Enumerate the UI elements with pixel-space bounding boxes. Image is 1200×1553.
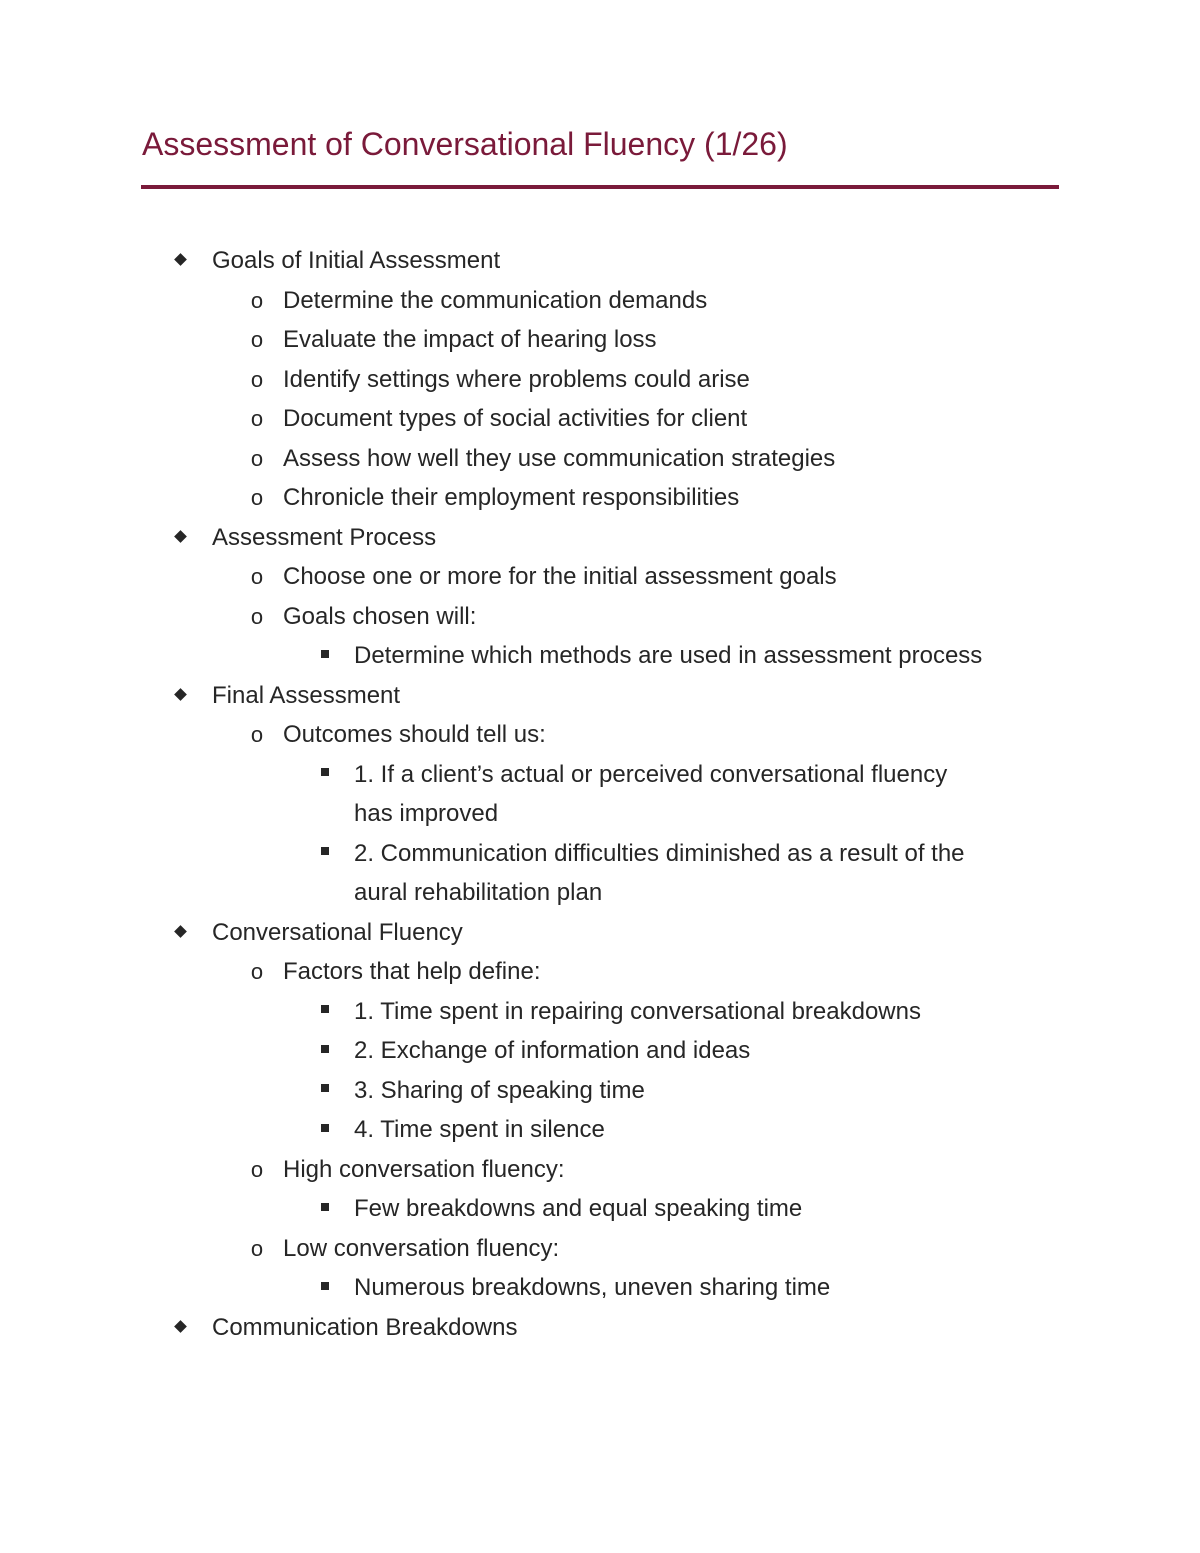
outline-item-level-2 (0, 952, 1200, 992)
bulleted-outline (0, 241, 1200, 1347)
circle-bullet-icon: o (250, 1235, 264, 1261)
square-bullet-icon (316, 1031, 334, 1071)
square-bullet-icon (316, 1189, 334, 1229)
outline-item-level-2 (0, 597, 1200, 637)
outline-item-level-2 (0, 360, 1200, 400)
circle-bullet-icon: o (250, 366, 264, 392)
outline-item-level-1 (0, 1308, 1200, 1348)
outline-item-level-3 (0, 834, 1200, 874)
outline-item-text: Communication Breakdowns (212, 1313, 518, 1341)
outline-item-text: Few breakdowns and equal speaking time (354, 1195, 803, 1222)
outline-item-text: High conversation fluency: (283, 1155, 565, 1183)
square-bullet-shape (321, 1084, 329, 1092)
diamond-bullet-shape (174, 1320, 187, 1333)
outline-item-text: Determine the communication demands (283, 286, 708, 314)
outline-item-text: Factors that help define: (283, 958, 541, 985)
outline-item-text: Choose one or more for the initial assessment goals (283, 563, 837, 590)
diamond-bullet-icon (170, 913, 190, 953)
diamond-bullet-shape (174, 253, 187, 266)
outline-item-text: Goals chosen will: (283, 602, 477, 630)
diamond-bullet-icon (170, 518, 190, 558)
diamond-bullet-icon (170, 1308, 190, 1348)
outline-item-continuation (0, 873, 1200, 913)
outline-item-text: Evaluate the impact of hearing loss (283, 326, 657, 353)
circle-bullet-icon: o (250, 485, 264, 510)
outline-item-level-3 (0, 755, 1200, 795)
page-title: Assessment of Conversational Fluency (1/26) (142, 126, 788, 162)
outline-item-level-3 (0, 636, 1200, 676)
outline-item-text: Assessment Process (212, 523, 437, 551)
outline-item-level-1 (0, 913, 1200, 953)
outline-item-text: Determine which methods are used in assessment process (354, 642, 983, 669)
diamond-bullet-shape (174, 688, 187, 701)
circle-bullet-icon: o (250, 1156, 264, 1182)
circle-bullet-icon: o (250, 722, 264, 747)
outline-item-text: Identify settings where problems could arise (283, 365, 750, 393)
outline-item-level-2 (0, 320, 1200, 360)
outline-item-level-2 (0, 1229, 1200, 1269)
square-bullet-icon (316, 1071, 334, 1111)
outline-item-text: 4. Time spent in silence (354, 1116, 605, 1143)
diamond-bullet-shape (174, 530, 187, 543)
outline-item-text: Numerous breakdowns, uneven sharing time (354, 1274, 831, 1301)
square-bullet-icon (316, 992, 334, 1032)
outline-item-level-1 (0, 241, 1200, 281)
square-bullet-shape (321, 1045, 329, 1053)
outline-item-continuation-text: aural rehabilitation plan (354, 879, 603, 906)
title-underline-rule (141, 185, 1059, 189)
outline-item-level-3 (0, 1031, 1200, 1071)
circle-bullet-icon: o (250, 603, 264, 629)
outline-item-text: Low conversation fluency: (283, 1234, 560, 1262)
outline-item-level-2 (0, 439, 1200, 479)
outline-item-level-1 (0, 676, 1200, 716)
diamond-bullet-icon (170, 241, 190, 281)
circle-bullet-icon: o (250, 445, 264, 471)
outline-item-continuation-text: has improved (354, 800, 499, 827)
square-bullet-shape (321, 1124, 329, 1132)
square-bullet-icon (316, 1268, 334, 1308)
outline-item-level-2 (0, 478, 1200, 518)
circle-bullet-icon: o (250, 406, 264, 431)
square-bullet-icon (316, 834, 334, 874)
outline-item-text: Outcomes should tell us: (283, 721, 546, 748)
outline-item-text: 2. Exchange of information and ideas (354, 1037, 751, 1064)
outline-item-level-3 (0, 1110, 1200, 1150)
square-bullet-shape (321, 1203, 329, 1211)
outline-item-text: 1. Time spent in repairing conversational breakdowns (354, 997, 921, 1025)
square-bullet-shape (321, 768, 329, 776)
outline-item-level-3 (0, 1189, 1200, 1229)
outline-item-text: 2. Communication difficulties diminished as a result of the (354, 839, 965, 867)
outline-item-level-3 (0, 1071, 1200, 1111)
square-bullet-icon (316, 755, 334, 795)
outline-item-text: 3. Sharing of speaking time (354, 1076, 645, 1104)
square-bullet-shape (321, 650, 329, 658)
outline-item-level-3 (0, 1268, 1200, 1308)
outline-item-text: Conversational Fluency (212, 918, 463, 946)
outline-item-continuation (0, 794, 1200, 834)
circle-bullet-icon: o (250, 564, 264, 589)
outline-item-level-2 (0, 399, 1200, 439)
circle-bullet-icon: o (250, 959, 264, 984)
outline-item-level-2 (0, 557, 1200, 597)
outline-item-level-1 (0, 518, 1200, 558)
diamond-bullet-shape (174, 925, 187, 938)
outline-item-level-2 (0, 281, 1200, 321)
square-bullet-shape (321, 1282, 329, 1290)
outline-item-text: Goals of Initial Assessment (212, 247, 501, 274)
outline-item-level-3 (0, 992, 1200, 1032)
outline-item-text: Chronicle their employment responsibilities (283, 484, 740, 511)
square-bullet-icon (316, 636, 334, 676)
outline-item-text: Assess how well they use communication strategies (283, 444, 836, 472)
outline-item-text: Final Assessment (212, 681, 401, 709)
square-bullet-icon (316, 1110, 334, 1150)
diamond-bullet-icon (170, 676, 190, 716)
outline-item-level-2 (0, 715, 1200, 755)
circle-bullet-icon: o (250, 287, 264, 313)
outline-item-text: 1. If a client’s actual or perceived conversational fluency (354, 760, 948, 788)
outline-item-text: Document types of social activities for client (283, 405, 748, 432)
circle-bullet-icon: o (250, 327, 264, 352)
square-bullet-shape (321, 847, 329, 855)
outline-item-level-2 (0, 1150, 1200, 1190)
square-bullet-shape (321, 1005, 329, 1013)
